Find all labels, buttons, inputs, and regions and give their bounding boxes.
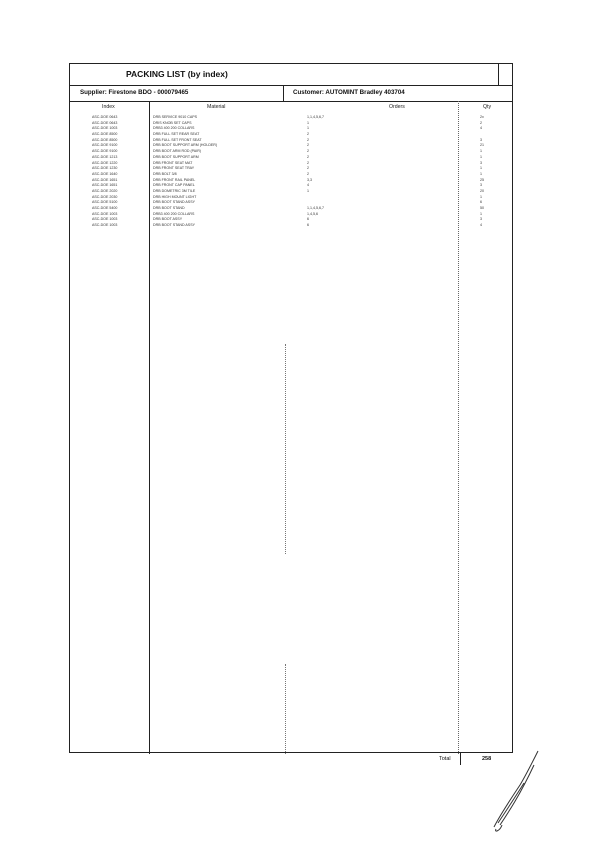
orders-value: 2 [307,171,309,176]
signature-scribble [490,745,542,835]
item-code: ASC-DOE 0643 [92,115,118,119]
total-value: 258 [482,756,492,762]
qty-value: 50 [480,206,484,210]
qty-value: 3 [480,160,482,165]
qty-value: 3 [480,217,482,222]
orders-value: 1,1,4,5,6,7 [307,115,324,119]
item-code: ASC-DOE 1003 [92,126,118,131]
column-divider-2b [285,664,286,754]
material-name: DRB BOOT SUPPORT ARM (HOLDER) [153,143,218,148]
orders-value: 2 [307,166,309,171]
table-row [70,223,512,229]
qty-value: 1 [480,149,482,154]
item-code: ASC-DOE 2030 [92,194,118,199]
material-name: DRB BOOT SUPPORT ARM [153,154,199,159]
material-name: DRB DOMETRIC 3M TILE [153,188,196,193]
supplier-text: Supplier: Firestone BDO - 000079465 [80,89,189,96]
item-code: ASC-DOE 1003 [92,217,118,222]
material-name: DRB BOOT STAND ASSY [153,200,196,205]
packing-list-frame [69,63,513,753]
qty-value: 1 [480,171,482,176]
item-code: ASC-DOE 9100 [92,143,118,148]
material-name: DRB FULL SET FRONT SEAT [153,137,202,142]
header-orders: Orders [389,104,405,110]
material-name: DRB BOOT ARM ROD (PAIR) [153,149,201,154]
material-name: DRB BOLT 3/8 [153,171,177,176]
orders-value: 1,4,5,6 [307,211,318,216]
item-code: ASC-DOE 1651 [92,177,118,182]
material-name: DRB FULL SET REAR SEAT [153,132,200,137]
material-name: DRIS KNOB SET CAPS [153,120,192,125]
orders-value: 1 [307,120,309,125]
supplier-divider [283,85,284,101]
total-label: Total [439,756,451,762]
qty-value: 1 [480,211,482,216]
item-code: ASC-DOE 5100 [92,200,118,205]
item-code: ASC-DOE 8500 [92,137,118,142]
item-code: ASC-DOE 5400 [92,206,118,210]
item-code: ASC-DOE 8500 [92,132,118,137]
item-code: ASC-DOE 1651 [92,183,118,188]
item-code: ASC-DOE 1003 [92,223,118,228]
item-code: ASC-DOE 1003 [92,211,118,216]
orders-value: 2 [307,143,309,148]
qty-value: 1 [480,194,482,199]
item-code: ASC-DOE 1640 [92,171,118,176]
item-code: ASC-DOE 1230 [92,166,118,171]
column-headers [70,101,512,113]
orders-value: 2 [307,154,309,159]
qty-value: 20 [480,188,484,193]
material-name: DRB3 400 200 COLLARS [153,211,195,216]
orders-value: 2 [307,160,309,165]
material-name: DRB SERVICE 9010 CAPS [153,115,198,119]
material-name: DRB FRONT SEAT TRAY [153,166,195,171]
column-divider-2 [285,344,286,554]
orders-value: 2 [307,132,309,137]
qty-value: 3 [480,183,482,188]
item-code: ASC-DOE 1220 [92,160,118,165]
orders-value: 4 [307,183,309,188]
qty-value: 1 [480,154,482,159]
orders-value: 1,1,4,5,6,7 [307,206,324,210]
orders-value: 6 [307,223,309,228]
item-code: ASC-DOE 9100 [92,149,118,154]
header-index: Index [102,104,115,110]
orders-value: 6 [307,217,309,222]
qty-value: 6 [480,200,482,205]
material-name: DRB FRONT RAIL PANEL [153,177,196,182]
material-name: DRB BOOT STAND ASSY [153,223,196,228]
material-name: DRB FRONT SEAT MAT [153,160,193,165]
orders-value: 2 [307,137,309,142]
material-name: DRB HIGH MOUNT LIGHT [153,194,197,199]
qty-value: 2x [480,115,484,119]
material-name: DRB BOOT ASSY [153,217,183,222]
orders-value: 1 [307,126,309,131]
qty-value: 25 [480,177,484,182]
page-title: PACKING LIST (by index) [126,69,228,79]
item-code: ASC-DOE 0643 [92,120,118,125]
orders-value: 1 [307,188,309,193]
qty-value: 21 [480,143,484,148]
title-right-cell [498,64,514,85]
supplier-row [70,85,512,102]
material-name: DRB FRONT CAP PANEL [153,183,195,188]
qty-value: 4 [480,223,482,228]
total-divider [460,753,461,765]
qty-value: 1 [480,166,482,171]
header-material: Material [207,104,226,110]
title-row [70,64,512,86]
qty-value: 4 [480,126,482,131]
qty-value: 3 [480,137,482,142]
material-name: DRB BOOT STAND [153,206,185,210]
header-qty: Qty [483,104,492,110]
rows-container [70,115,512,229]
orders-value: 3,3 [307,177,312,182]
material-name: DRB3 400 200 COLLARS [153,126,195,131]
customer-text: Customer: AUTOMINT Bradley 403704 [293,89,405,96]
orders-value: 2 [307,149,309,154]
qty-value: 2 [480,120,482,125]
item-code: ASC-DOE 1213 [92,154,118,159]
item-code: ASC-DOE 2020 [92,188,118,193]
